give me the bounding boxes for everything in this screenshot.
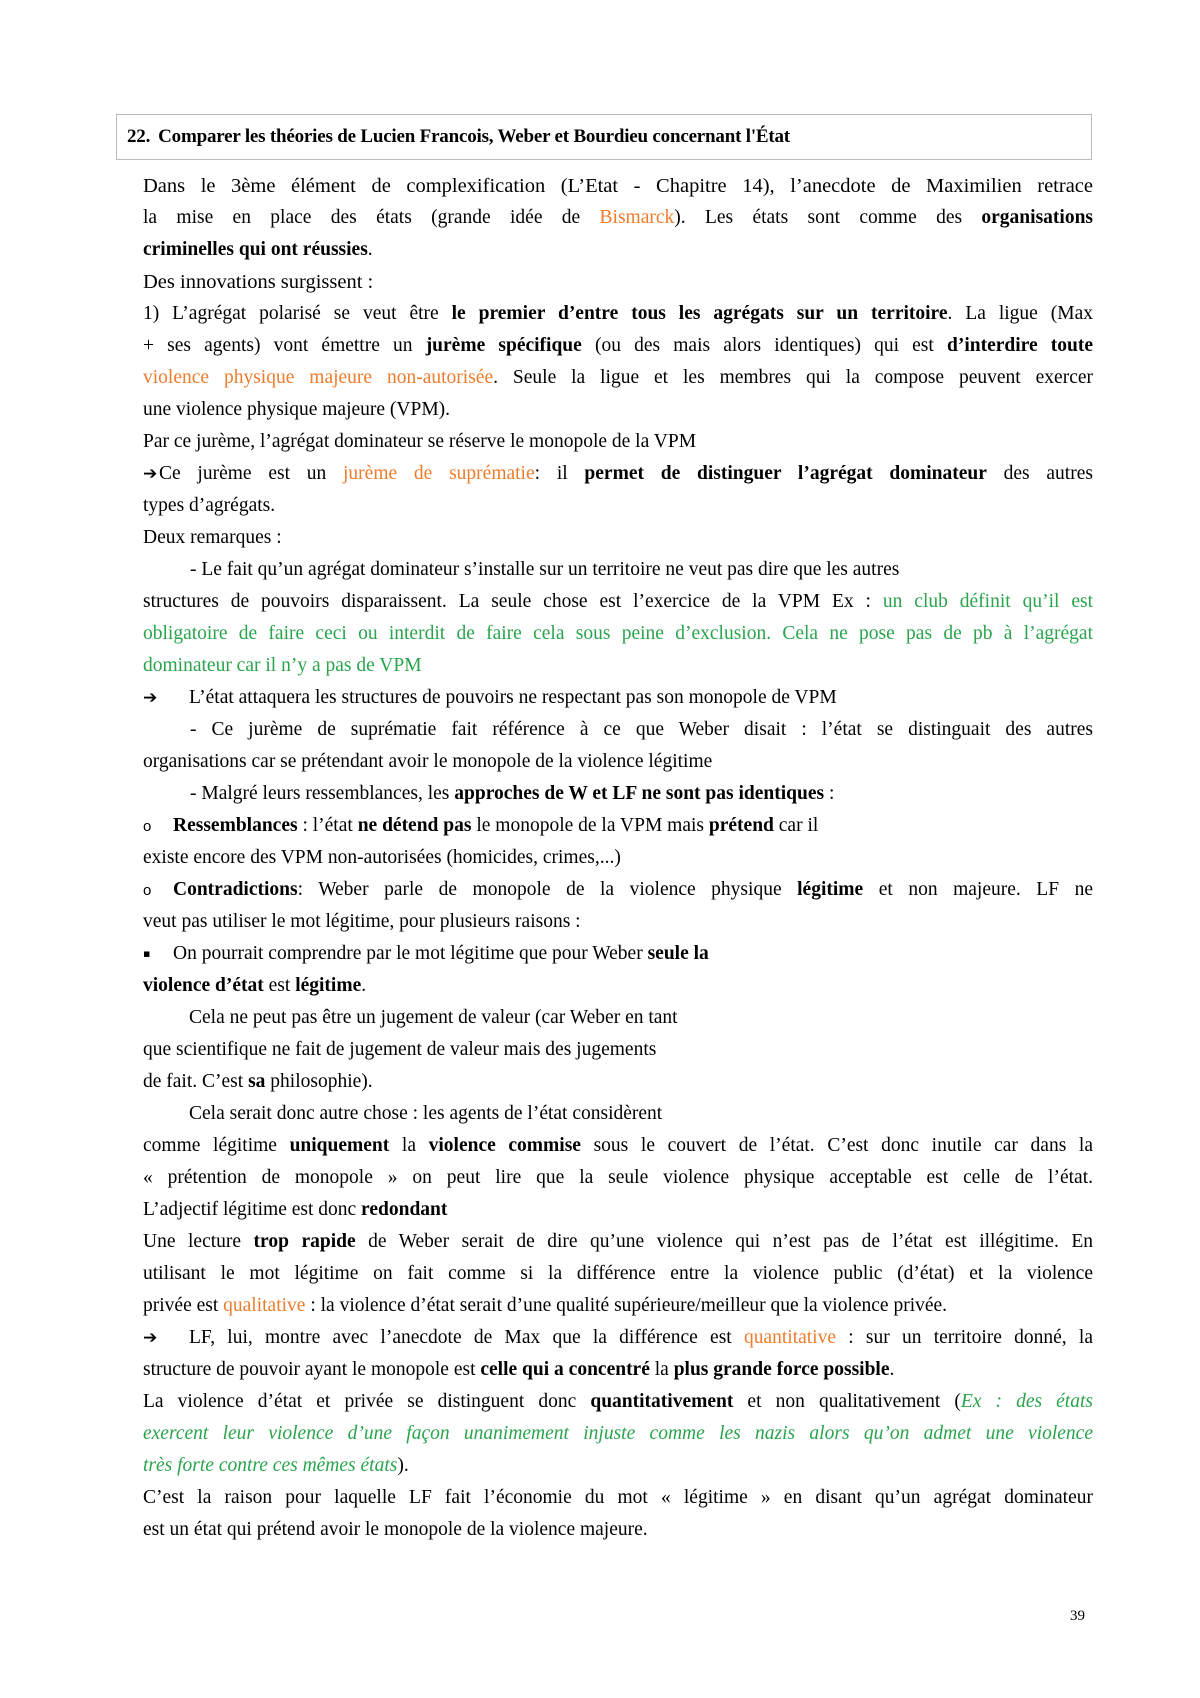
bold-text: redondant (361, 1199, 448, 1220)
text-run: . (889, 1359, 895, 1380)
text-run: Deux remarques : (143, 527, 282, 548)
paragraph-line (143, 586, 1093, 618)
text-run: LF, lui, montre avec l’anecdote de Max que la différence est (189, 1327, 744, 1348)
list-item (143, 810, 1093, 842)
bold-text: d’interdire toute (946, 335, 1093, 356)
bold-text: approches de W et LF ne sont pas identiques (454, 783, 825, 804)
text-run: est (263, 975, 296, 996)
text-run: privée est (143, 1295, 224, 1316)
bold-text: légitime (797, 879, 864, 900)
text-run: « prétention de monopole » on peut lire que la seule violence physique acceptable est celle de l’état. (143, 1167, 1093, 1188)
highlight-orange: Bismarck (599, 207, 675, 228)
text-run: Cela serait donc autre chose : les agents de l’état considèrent (189, 1103, 663, 1124)
question-number: 22. (127, 126, 151, 147)
text-run: existe encore des VPM non-autorisées (homicides, crimes,...) (143, 847, 621, 868)
text-run: Ce jurème est un (159, 463, 344, 484)
circle-bullet-icon: o (143, 818, 152, 835)
paragraph-line (143, 1034, 1093, 1066)
paragraph-line (143, 298, 1093, 330)
text-run: comme légitime (143, 1135, 290, 1156)
text-run: : il (534, 463, 585, 484)
square-bullet-icon: ▪ (143, 947, 151, 960)
paragraph-line (143, 746, 1093, 778)
text-run: philosophie). (265, 1071, 373, 1092)
highlight-orange: jurème de suprématie (343, 463, 535, 484)
paragraph-line (143, 458, 1093, 490)
text-run: - Malgré leurs ressemblances, les (190, 783, 455, 804)
text-run: utilisant le mot légitime on fait comme si la différence entre la violence public (d’état) et la violence (143, 1263, 1093, 1284)
text-run: organisations car se prétendant avoir le monopole de la violence légitime (143, 751, 713, 772)
bold-text: violence d’état (143, 975, 264, 996)
list-item (143, 874, 1093, 906)
page-number: 39 (1070, 1608, 1085, 1624)
paragraph-line (143, 1258, 1093, 1290)
text-run: que scientifique ne fait de jugement de valeur mais des jugements (143, 1039, 657, 1060)
paragraph-line (143, 1514, 1093, 1546)
paragraph-line (143, 650, 1093, 682)
bold-text: seule la (647, 943, 709, 964)
bold-text: ne détend pas (357, 815, 472, 836)
paragraph-line (143, 426, 1093, 458)
text-run: : l’état (297, 815, 358, 836)
text-run: ). (397, 1455, 409, 1476)
bold-text: quantitativement (590, 1391, 734, 1412)
paragraph-line (143, 1194, 1093, 1226)
text-run: une violence physique majeure (VPM). (143, 399, 451, 420)
bold-text: uniquement (289, 1135, 390, 1156)
paragraph-line (143, 1354, 1093, 1386)
bold-text: Ressemblances (173, 815, 298, 836)
text-run: - Le fait qu’un agrégat dominateur s’installe sur un territoire ne veut pas dire que les autres (190, 559, 900, 580)
arrow-right-icon: ➔ (143, 464, 158, 484)
bold-text: prétend (708, 815, 774, 836)
paragraph-line (143, 714, 1093, 746)
paragraph-line (143, 554, 1093, 586)
paragraph-line (143, 970, 1093, 1002)
example-green: très forte contre ces mêmes états (143, 1455, 398, 1476)
text-run: (ou des mais alors identiques) qui est (581, 335, 947, 356)
arrow-right-icon: ➔ (143, 688, 158, 708)
text-run: la (389, 1135, 429, 1156)
paragraph-line (143, 1066, 1093, 1098)
bold-text: celle qui a concentré (480, 1359, 650, 1380)
text-run: 1) L’agrégat polarisé se veut être (143, 303, 452, 324)
question-heading (127, 126, 790, 148)
text-run: L’état attaquera les structures de pouvoirs ne respectant pas son monopole de VPM (189, 687, 837, 708)
example-green: Ex : des états (960, 1391, 1093, 1412)
text-run: types d’agrégats. (143, 495, 276, 516)
text-run: On pourrait comprendre par le mot légitime que pour Weber (173, 943, 648, 964)
paragraph-line (143, 1130, 1093, 1162)
bold-text: organisations (981, 207, 1093, 228)
text-run: . (361, 975, 367, 996)
text-run: de Weber serait de dire qu’une violence qui n’est pas de l’état est illégitime. En (355, 1231, 1093, 1252)
highlight-orange: quantitative (743, 1327, 837, 1348)
paragraph-line (143, 1162, 1093, 1194)
text-run: : sur un territoire donné, la (836, 1327, 1093, 1348)
text-run: L’adjectif légitime est donc (143, 1199, 362, 1220)
text-run: C’est la raison pour laquelle LF fait l’économie du mot « légitime » en disant qu’un agrégat dominateur (143, 1487, 1093, 1508)
bold-text: plus grande force possible (673, 1359, 890, 1380)
text-run: : la violence d’état serait d’une qualité supérieure/meilleur que la violence privée. (305, 1295, 948, 1316)
text-run: veut pas utiliser le mot légitime, pour plusieurs raisons : (143, 911, 581, 932)
paragraph-line (143, 842, 1093, 874)
bold-text: trop rapide (253, 1231, 356, 1252)
paragraph-line (143, 362, 1093, 394)
example-green: dominateur car il n’y a pas de VPM (143, 655, 422, 676)
bold-text: le premier d’entre tous les agrégats sur un territoire (451, 303, 948, 324)
paragraph-line (143, 266, 1093, 298)
paragraph-line (143, 1226, 1093, 1258)
text-run: ). Les états sont comme des (674, 207, 982, 228)
highlight-orange: qualitative (223, 1295, 306, 1316)
paragraph-line (143, 234, 1093, 266)
text-run: est un état qui prétend avoir le monopole de la violence majeure. (143, 1519, 648, 1540)
paragraph-line (143, 490, 1093, 522)
highlight-orange: violence physique majeure non-autorisée (143, 367, 494, 388)
list-item (143, 938, 1093, 970)
example-green: obligatoire de faire ceci ou interdit de faire cela sous peine d’exclusion. Cela ne pose pas de pb à l’agrégat (143, 623, 1093, 644)
text-run: la mise en place des états (grande idée de (143, 207, 600, 228)
arrow-right-icon: ➔ (143, 1328, 158, 1348)
paragraph-line (143, 1322, 1093, 1354)
paragraph-line (143, 522, 1093, 554)
body-text (143, 170, 1093, 1546)
bold-text: jurème spécifique (425, 335, 582, 356)
text-run: : Weber parle de monopole de la violence physique (297, 879, 798, 900)
circle-bullet-icon: o (143, 882, 152, 899)
paragraph-line (143, 1450, 1093, 1482)
example-green: un club définit qu’il est (882, 591, 1093, 612)
paragraph-line (143, 1290, 1093, 1322)
paragraph-line (143, 906, 1093, 938)
text-run: structure de pouvoir ayant le monopole est (143, 1359, 481, 1380)
bold-text: légitime (295, 975, 362, 996)
text-run: la (649, 1359, 674, 1380)
paragraph-line (143, 1482, 1093, 1514)
text-run: Cela ne peut pas être un jugement de valeur (car Weber en tant (189, 1007, 678, 1028)
example-green: exercent leur violence d’une façon unanimement injuste comme les nazis alors qu’on admet une violence (143, 1423, 1093, 1444)
text-run: de fait. C’est (143, 1071, 249, 1092)
text-run: Une lecture (143, 1231, 254, 1252)
question-title: Comparer les théories de Lucien Francois, Weber et Bourdieu concernant l'État (158, 126, 790, 147)
paragraph-line (143, 618, 1093, 650)
text-run: . (367, 239, 373, 260)
bold-text: sa (248, 1071, 266, 1092)
text-run: structures de pouvoirs disparaissent. La seule chose est l’exercice de la VPM Ex : (143, 591, 883, 612)
paragraph-line (143, 778, 1093, 810)
text-run: Des innovations surgissent : (143, 271, 374, 293)
text-run: Dans le 3ème élément de complexification (L’Etat - Chapitre 14), l’anecdote de Maximilien retrace (143, 175, 1093, 197)
paragraph-line (143, 1098, 1093, 1130)
text-run: et non qualitativement ( (733, 1391, 961, 1412)
text-run: : (824, 783, 835, 804)
bold-text: violence commise (428, 1135, 581, 1156)
paragraph-line (143, 1418, 1093, 1450)
text-run: Par ce jurème, l’agrégat dominateur se réserve le monopole de la VPM (143, 431, 697, 452)
paragraph-line (143, 330, 1093, 362)
text-run: et non majeure. LF ne (863, 879, 1093, 900)
text-run: . Seule la ligue et les membres qui la compose peuvent exercer (493, 367, 1093, 388)
text-run: car il (773, 815, 819, 836)
paragraph-line (143, 394, 1093, 426)
bold-text: criminelles qui ont réussies (143, 239, 368, 260)
bold-text: permet de distinguer l’agrégat dominateur (584, 463, 987, 484)
text-run: La violence d’état et privée se distinguent donc (143, 1391, 591, 1412)
text-run: + ses agents) vont émettre un (143, 335, 426, 356)
paragraph-line (143, 1002, 1093, 1034)
text-run: sous le couvert de l’état. C’est donc inutile car dans la (580, 1135, 1093, 1156)
paragraph-line (143, 1386, 1093, 1418)
text-run: . La ligue (Max (947, 303, 1093, 324)
text-run: des autres (986, 463, 1093, 484)
bold-text: Contradictions (173, 879, 298, 900)
paragraph-line (143, 202, 1093, 234)
text-run: le monopole de la VPM mais (471, 815, 709, 836)
paragraph-line (143, 170, 1093, 202)
text-run: - Ce jurème de suprématie fait référence à ce que Weber disait : l’état se distinguait des autres (190, 719, 1093, 740)
paragraph-line (143, 682, 1093, 714)
question-heading-box (116, 114, 1092, 160)
